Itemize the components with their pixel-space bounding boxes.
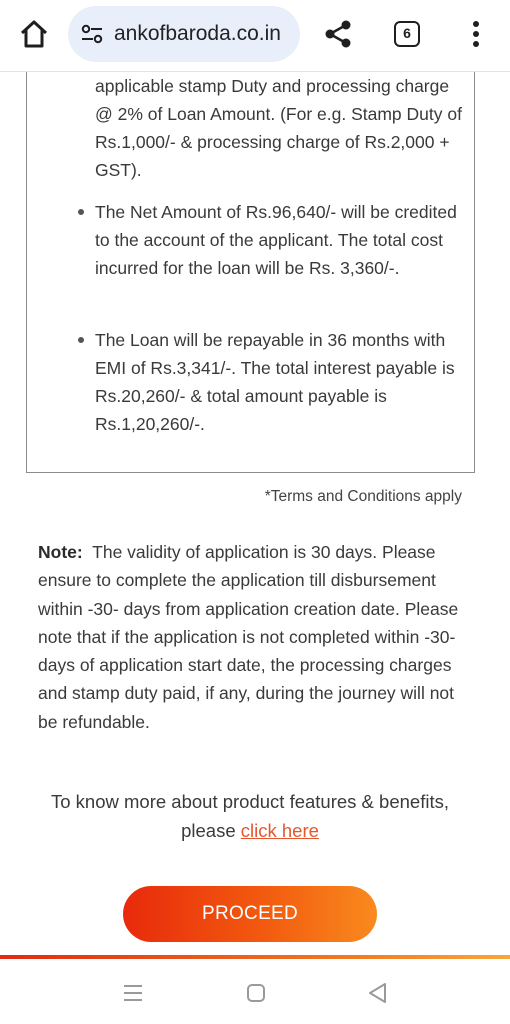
back-icon[interactable] [366,981,388,1005]
address-bar[interactable] [68,6,300,62]
share-icon [322,18,354,50]
bullet-text: The Loan will be repayable in 36 months with EMI of Rs.3,341/-. The total interest payable is Rs.20,260/- & total amount payable is Rs.1,20,260/-. [95,330,455,434]
note-label: Note: [38,542,83,562]
tab-count: 6 [403,25,411,41]
bullet-text: The Net Amount of Rs.96,640/- will be credited to the account of the applicant. The total cost incurred for the loan will be Rs. 3,360/-. [95,202,457,278]
more-vert-icon [466,18,486,50]
proceed-button[interactable]: PROCEED [123,886,377,942]
more-menu-button[interactable] [466,18,486,50]
url-text[interactable]: ankofbaroda.co.in [114,22,281,45]
know-more-text [40,788,460,845]
share-button[interactable] [322,18,354,50]
loan-details-continued: applicable stamp Duty and processing charge @ 2% of Loan Amount. (For e.g. Stamp Duty of Rs.1,000/- & processing charge of Rs.2,000 + GST). [95,76,462,180]
system-navigation-bar [0,959,510,1024]
site-settings-icon[interactable] [80,22,104,46]
home-icon [18,18,50,50]
know-more-prefix: To know more about product features & benefits, please [51,791,449,841]
home-button[interactable] [18,18,50,50]
click-here-link[interactable]: click here [240,819,319,841]
note-paragraph [38,538,478,736]
home-circle-icon[interactable] [246,983,266,1003]
bullet-dot [78,209,84,215]
tab-switcher-button[interactable] [394,21,420,47]
note-text: The validity of application is 30 days. Please ensure to complete the application till disbursement within -30- days from application creation date. Please note that if the application is not completed within -30- days of application start date, the processing charges and stamp duty paid, if any, during the journey will not be refundable. [38,542,459,732]
bullet-dot [78,337,84,343]
browser-toolbar [0,0,510,72]
recents-icon[interactable] [122,983,144,1003]
terms-text: *Terms and Conditions apply [264,488,462,505]
